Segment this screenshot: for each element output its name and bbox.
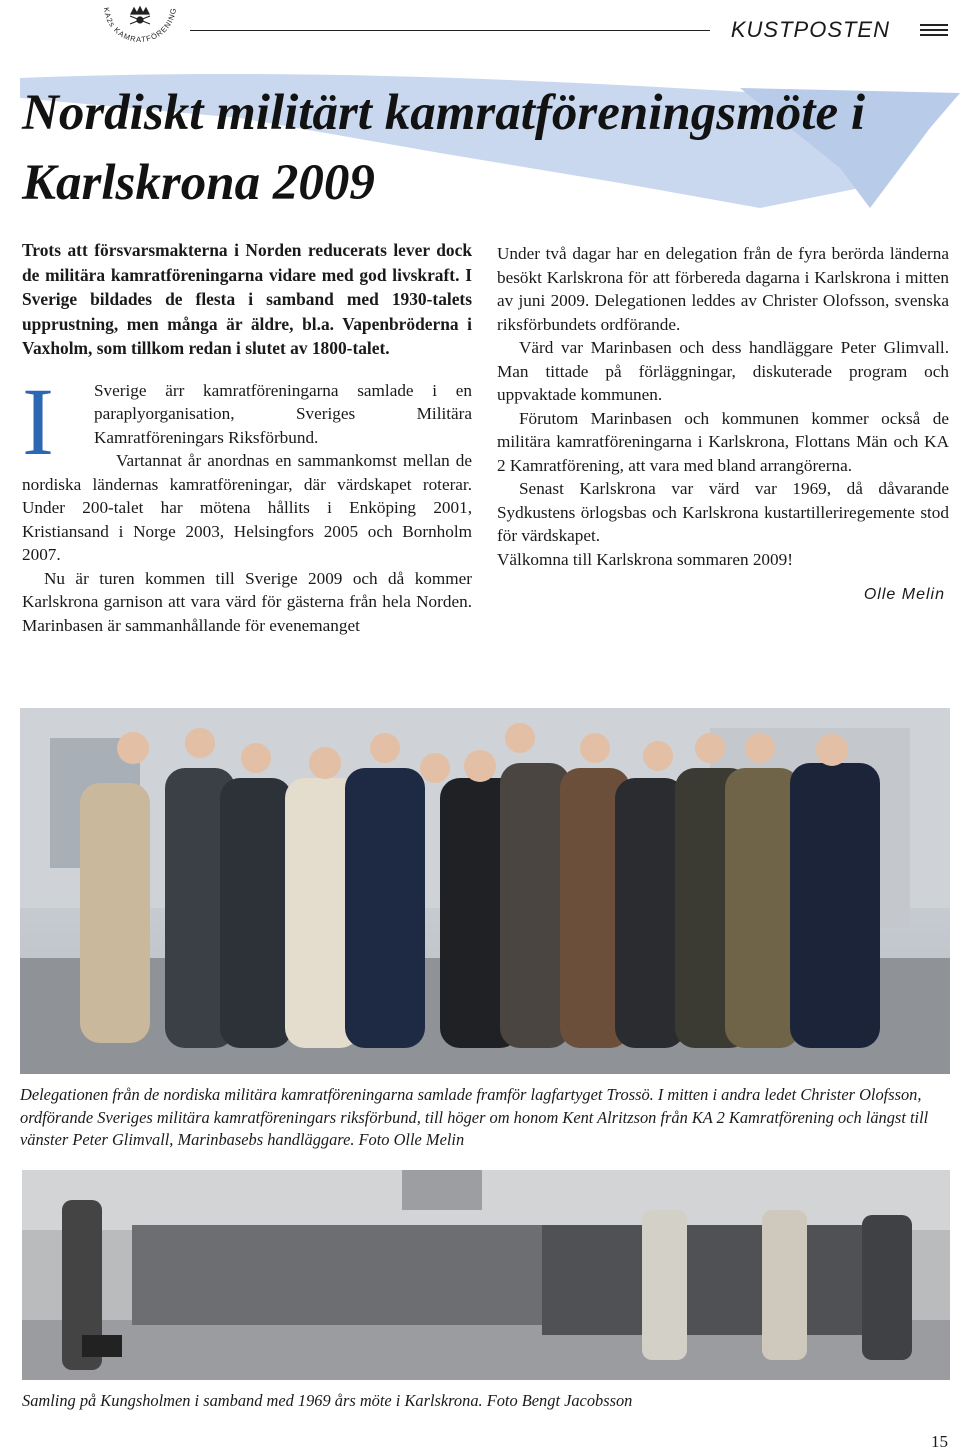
article-column-right [497, 242, 949, 607]
author-byline: Olle Melin [863, 586, 945, 603]
paragraph: Sverige ärr kamratföreningarna samlade i en paraplyorganisation, Sveriges Militära Kamratföreningars Riksförbund. [94, 380, 472, 447]
article-column-left [22, 238, 472, 637]
group-photo-1969 [22, 1170, 950, 1380]
photo-illustration [20, 708, 950, 1074]
article-lead: Trots att försvarsmakterna i Norden reducerats lever dock de militära kamratföreningarna vidare med god livskraft. I Sverige bildades de flesta i samband med 1930-talets upprustning, men många är äldre, bl.a. Vapenbröderna i Vaxholm, som tillkom redan i slutet av 1800-talet. [22, 240, 472, 358]
header-rule [190, 30, 710, 31]
logo-text: KA2s KAMRATFÖRENING [101, 6, 179, 45]
paragraph: Välkomna till Karlskrona sommaren 2009! [497, 549, 793, 569]
paragraph: Under två dagar har en delegation från de fyra berörda länderna besökt Karlskrona för att förbereda dagarna i Karlskrona i mitten av juni 2009. Delegationen leddes av Christer Olofsson, svenska riksförbundets ordförande. [497, 244, 949, 334]
paragraph: Nu är turen kommen till Sverige 2009 och då kommer Karlskrona garnison att vara värd för gästerna från hela Norden. Marinbasen är sammanhållande för evenemanget [22, 568, 472, 635]
kamratforening-logo [92, 0, 188, 48]
paragraph: Förutom Marinbasen och kommunen kommer också de militära kamratföreningarna i Karlskrona, Flottans Män och KA 2 Kamratförening, att vara med bland arrangörerna. [497, 408, 949, 475]
photo-caption: Samling på Kungsholmen i samband med 1969 års möte i Karlskrona. Foto Bengt Jacobsson [22, 1391, 633, 1410]
section-title: KUSTPOSTEN [730, 17, 890, 42]
paragraph: Vartannat år anordnas en sammankomst mellan de nordiska ländernas kamratföreningar, där värdskapet roterar. Under 200-talet har mötena hållits i Enköping 2001, Kristiansand i Norge 2003, Helsingfors 2005 och Bornholm 2007. [22, 451, 472, 564]
header-bars [920, 24, 948, 39]
article-headline: Nordiskt militärt kamratföreningsmöte i Karlskrona 2009 [22, 85, 866, 211]
photo-caption: Delegationen från de nordiska militära kamratföreningarna samlade framför lagfartyget Trossö. I mitten i andra ledet Christer Olofsson, ordförande Sveriges militära kamratföreningars riksförbund, till höger om honom Kent Alritzson från KA 2 Kamratförening och längst till vänster Peter Glimvall, Marinbasebs handläggare. Foto Olle Melin [20, 1085, 929, 1149]
paragraph: Värd var Marinbasen och dess handläggare Peter Glimvall. Man tittade på förläggningar, diskuterade program och uppvaktade kommunen. [497, 338, 949, 404]
drop-cap: I [22, 367, 54, 475]
page-number: 15 [931, 1432, 948, 1451]
group-photo-2009 [20, 708, 950, 1074]
crown-emblem-icon [92, 0, 188, 48]
photo-illustration [22, 1170, 950, 1380]
paragraph: Senast Karlskrona var värd var 1969, då dåvarande Sydkustens örlogsbas och Karlskrona kustartilleriregemente stod för värdskapet. [497, 479, 949, 545]
